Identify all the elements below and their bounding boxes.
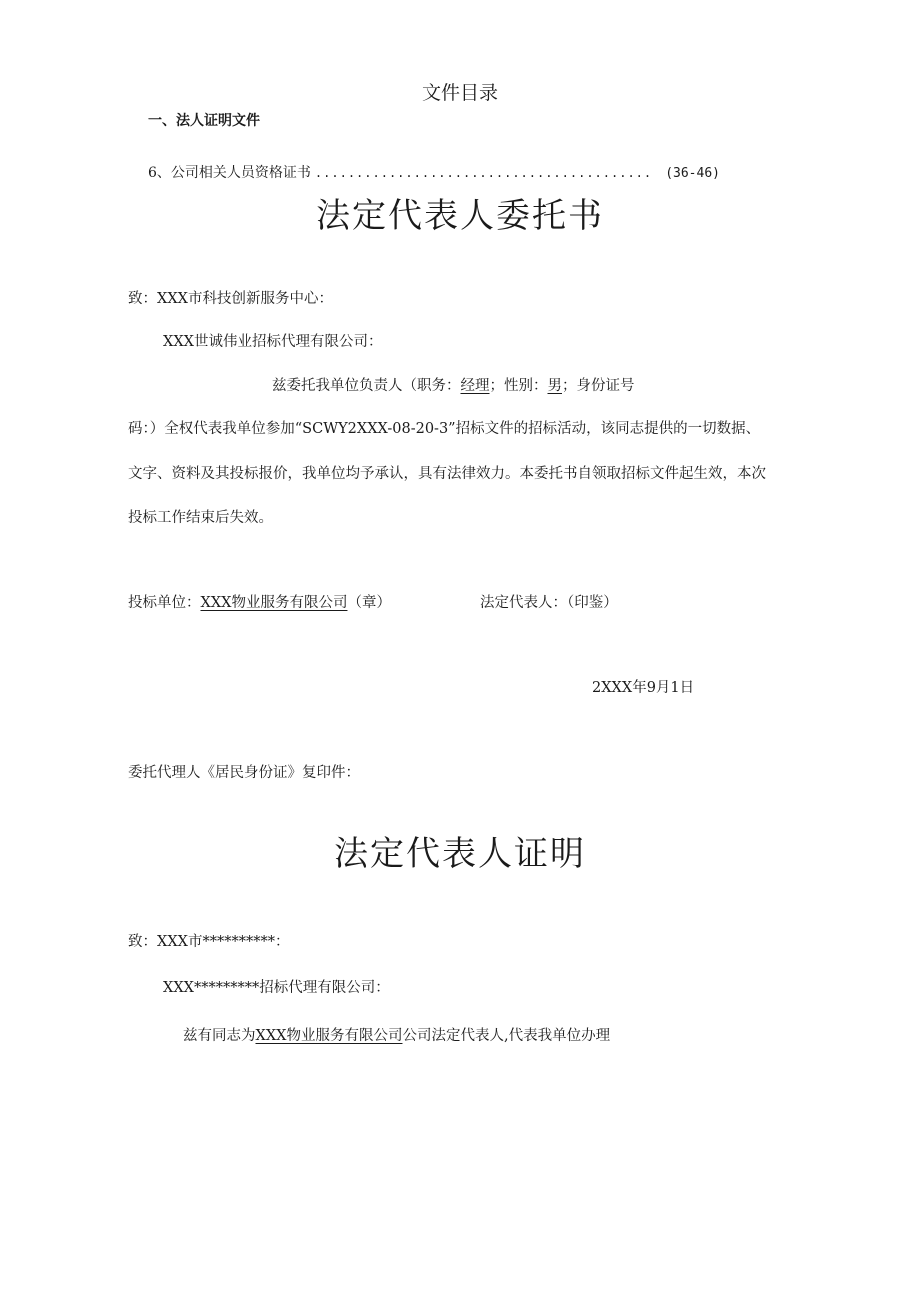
toc-entry-number: 6、 (148, 165, 171, 181)
bidder-line (128, 591, 391, 612)
position-value: 经理 (460, 378, 490, 394)
certificate-agency: XXX*********招标代理有限公司： (163, 980, 390, 996)
authorization-date: 2XXX年9月1日 (592, 680, 695, 696)
toc-section-heading: 一、法人证明文件 (148, 113, 260, 129)
bidder-seal: （章） (347, 595, 391, 611)
certificate-company: XXX物业服务有限公司 (255, 1028, 403, 1044)
gender-label: ；性别： (489, 378, 548, 394)
certificate-body-suffix: 公司法定代表人,代表我单位办理 (402, 1028, 611, 1044)
gender-value: 男 (547, 378, 562, 394)
toc-entry[interactable] (148, 162, 720, 182)
certificate-recipient: 致：XXX市**********： (128, 934, 290, 950)
authorization-body-line-1 (272, 374, 635, 395)
authorization-body-line-3: 文字、资料及其投标报价，我单位均予承认，具有法律效力。本委托书自领取招标文件起生效，本次 (128, 466, 766, 482)
toc-entry-pages: (36-46) (665, 166, 720, 181)
bidder-name: XXX物业服务有限公司 (200, 595, 348, 611)
authorization-body-line-4: 投标工作结束后失效。 (128, 510, 273, 526)
authorization-recipient: 致：XXX市科技创新服务中心： (128, 291, 333, 307)
authorization-agency: XXX世诚伟业招标代理有限公司： (163, 334, 383, 350)
authorization-body-line-2: 码：）全权代表我单位参加“SCWY2XXX-08-20-3”招标文件的招标活动，该同志提供的一切数据、 (128, 421, 761, 437)
toc-title: 文件目录 (421, 82, 498, 104)
toc-entry-leader: ......................................... (314, 166, 653, 180)
certificate-title: 法定代表人证明 (334, 834, 586, 874)
legal-representative-seal: 法定代表人：（印鉴） (480, 595, 618, 611)
toc-entry-label: 公司相关人员资格证书 (170, 165, 311, 181)
body-prefix: 兹委托我单位负责人（职务： (272, 378, 461, 394)
authorization-title: 法定代表人委托书 (316, 196, 604, 236)
id-label: ；身份证号 (562, 378, 635, 394)
bidder-label: 投标单位： (128, 595, 201, 611)
certificate-body-prefix: 兹有同志为 (183, 1028, 256, 1044)
id-copy-label: 委托代理人《居民身份证》复印件： (128, 765, 360, 781)
certificate-body-line-1 (183, 1024, 610, 1045)
